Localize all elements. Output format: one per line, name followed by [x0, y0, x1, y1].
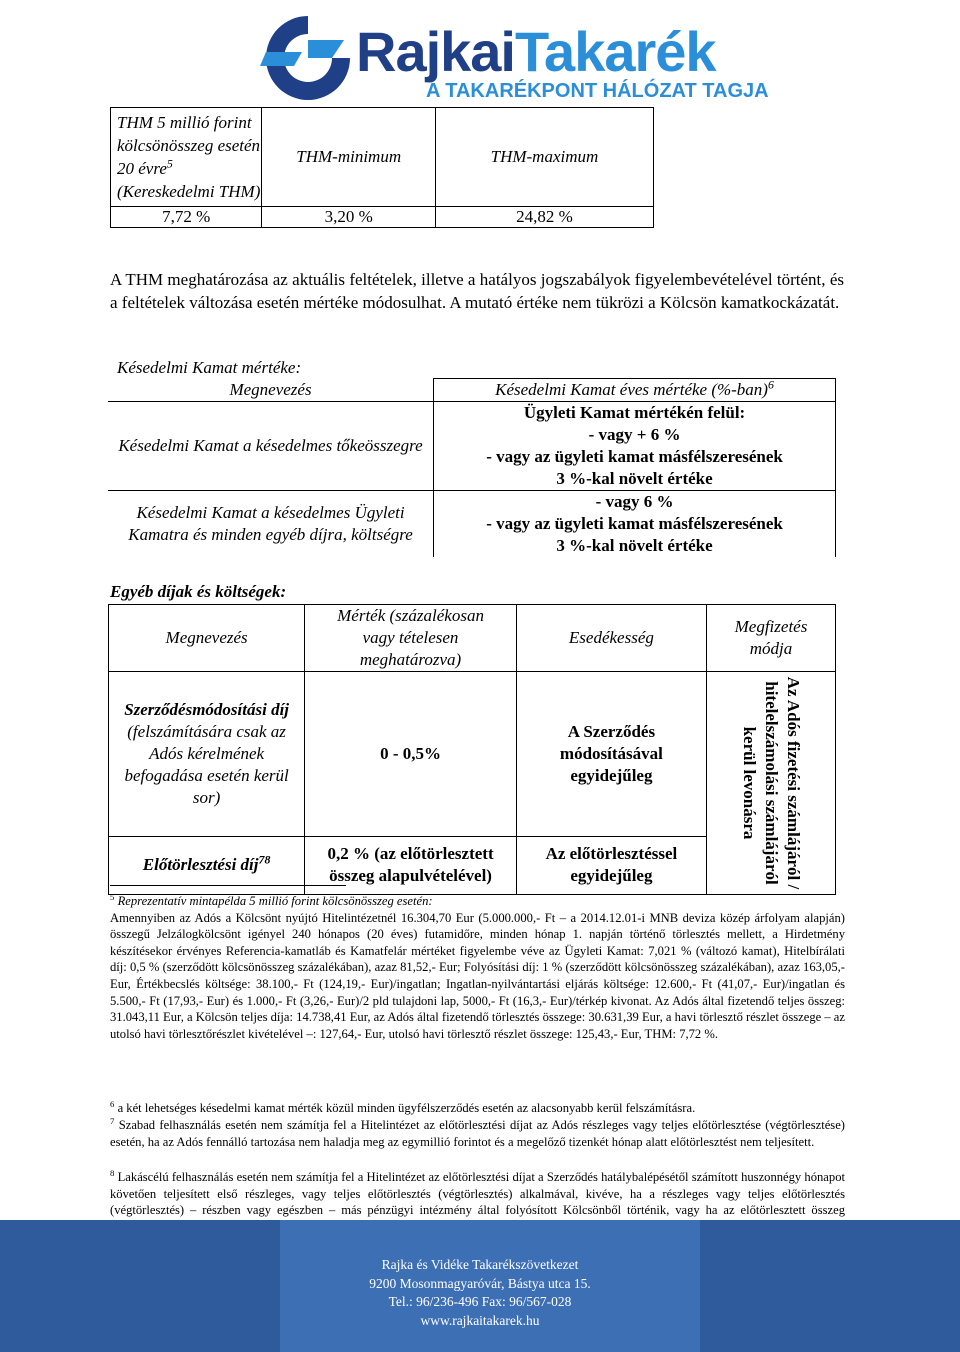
late-col-name: Megnevezés: [108, 379, 434, 402]
thm-max-value: 24,82 %: [435, 207, 653, 228]
fees-row2-rate: 0,2 % (az előtörlesztett összeg alapulvételével): [305, 836, 517, 894]
late-row2-rate: - vagy 6 % - vagy az ügyleti kamat másfélszeresének 3 %-kal növelt értéke: [434, 491, 836, 558]
fees-col-rate: Mérték (százalékosan vagy tételesen meghatározva): [305, 605, 517, 672]
logo-tagline: A TAKARÉKPONT HÁLÓZAT TAGJA: [426, 80, 769, 102]
logo-wordmark: RajkaiTakarék: [356, 20, 716, 83]
page-footer: [0, 1220, 960, 1352]
footnote-6: $^6$ a két lehetséges késedelmi kamat mérték közül minden ügyfélszerződés esetén az alacsonyabb kerül felszámításra.: [110, 1098, 696, 1115]
late-row2-name: Késedelmi Kamat a késedelmes Ügyleti Kamatra és minden egyéb díjra, költségre: [108, 491, 434, 558]
footer-website-link[interactable]: www.rajkaitakarek.hu: [420, 1312, 540, 1328]
fees-col-due: Esedékesség: [516, 605, 706, 672]
fees-row2-due: Az előtörlesztéssel egyidejűleg: [516, 836, 706, 894]
thm-min-value: 3,20 %: [262, 207, 435, 228]
thm-table: [110, 107, 654, 228]
fees-row1-due: A Szerződés módosításával egyidejűleg: [516, 672, 706, 837]
footnote-8: $^8$ Lakáscélú felhasználás esetén nem számítja fel a Hitelintézet az előtörlesztési díjat a Szerződés hatálybalépésétől számított huszonnégy hónapot követően teljesített első részleges, vagy teljes előtörlesztés (végtörlesztés) alkalmával, kivéve, ha a részleges vagy teljes előtörlesztés (végtörlesztés) – részben vagy egészben – más pénzügyi intézmény által folyósított Kölcsönből történik, vagy ha az előtörlesztett összeg: [110, 1167, 845, 1218]
thm-header-max: THM-maximum: [435, 108, 653, 207]
fees-col-payment: Megfizetés módja: [706, 605, 835, 672]
footnote-7: $^7$ Szabad felhasználás esetén nem számítja fel a Hitelintézet az előtörlesztési díjat az Adós részleges vagy teljes előtörlesztése (végtörlesztése) esetén, ha az Adós fennálló tartozása nem haladja meg az egymillió forintot és a megelőző tizenkét hónap alatt előtörlesztést nem teljesített.: [110, 1115, 845, 1149]
late-interest-title: Késedelmi Kamat mértéke:: [117, 358, 302, 377]
fees-row2-name: Előtörlesztési díj$^{78}$: [109, 836, 305, 894]
bank-logo: [258, 10, 769, 105]
thm-note: A THM meghatározása az aktuális feltételek, illetve a hatályos jogszabályok figyelembevételével történt, és a feltételek változása esetén mértéke módosulhat. A mutató értéke nem tükrözi a Kölcsön kamatkockázatát.: [110, 270, 844, 313]
fees-table: [108, 604, 836, 895]
fees-row1-name: Szerződésmódosítási díj (felszámítására csak az Adós kérelmének befogadása esetén kerül sor): [109, 672, 305, 837]
footer-address: 9200 Mosonmagyaróvár, Bástya utca 15.: [369, 1275, 591, 1291]
fees-payment-method: Az Adós fizetési számlájáról / hitelelszámolási számlájáról kerül levonásra: [706, 672, 835, 895]
fees-col-name: Megnevezés: [109, 605, 305, 672]
late-row1-name: Késedelmi Kamat a késedelmes tőkeösszegre: [108, 402, 434, 491]
thm-header-label: THM 5 millió forint kölcsönösszeg esetén 20 évre$^5$ (Kereskedelmi THM): [111, 108, 262, 207]
footer-phone: Tel.: 96/236-496 Fax: 96/567-028: [388, 1294, 572, 1310]
late-col-rate: Késedelmi Kamat éves mértéke $(\%-ban)^6$: [434, 379, 836, 402]
fees-title: Egyéb díjak és költségek:: [110, 582, 287, 601]
late-row1-rate: Ügyleti Kamat mértékén felül: - vagy + 6 % - vagy az ügyleti kamat másfélszeresének 3 %-kal növelt értéke: [434, 402, 836, 491]
fees-row1-rate: 0 - 0,5%: [305, 672, 517, 837]
footnote-divider: [110, 885, 346, 886]
footer-company: Rajka és Vidéke Takarékszövetkezet: [381, 1257, 579, 1272]
late-interest-table: [108, 378, 836, 557]
logo-swoosh-icon: [258, 12, 358, 104]
thm-header-min: THM-minimum: [262, 108, 435, 207]
thm-value: 7,72 %: [111, 207, 262, 228]
footnote-5: $^5$ Reprezentatív mintapélda 5 millió forint kölcsönösszeg esetén: Amennyiben az Adós a Kölcsönt nyújtó Hitelintézetnél 16.304,70 Eur (5.000.000,- Ft – a 2014.12.01-i MNB deviza közép árfolyam alapján) összegű Jelzálogkölcsönt igényel 240 hónapos (20 éves) futamidőre, minden hónap 1. napján történő törlesztés mellett, a Hirdetmény készítésekor érvényes Referencia-kamatláb és Kamatfelár mértéket figyelembe véve az Ügyleti Kamat: 7,021 % (változó kamat), Hitelbírálati díj: 0,5 % (szerződött kölcsönösszeg százalékában), azaz 81,52,- Eur; Folyósítási díj: 1 % (szerződött kölcsönösszeg százalékában), azaz 163,05,- Eur, Értékbecslés költsége: 38.100,- Ft (124,19,- Eur)/ingatlan; Ingatlan-nyilvántartási eljárás költsége: 12.600,- Ft (41,07,- Eur)/ingatlan és 5.500,- Ft (17,93,- Eur) és 1.000,- Ft (3,26,- Eur)/2 pld tulajdoni lap, 5000,- Ft (16,3,- Eur)/térkép kivonat. Az Adós által fizetendő teljes összeg: 31.043,11 Eur, a Kölcsön teljes díja: 14.738,41 Eur, az Adós által fizetendő törlesztés összege: 30.631,39 Eur, a havi törlesztő részlet összege – az utolsó havi törlesztőrészlet kivételével –: 127,64,- Eur, utolsó havi törlesztő részlet összege: 125,43,- Eur, THM: 7,72 %.: [110, 891, 845, 1041]
